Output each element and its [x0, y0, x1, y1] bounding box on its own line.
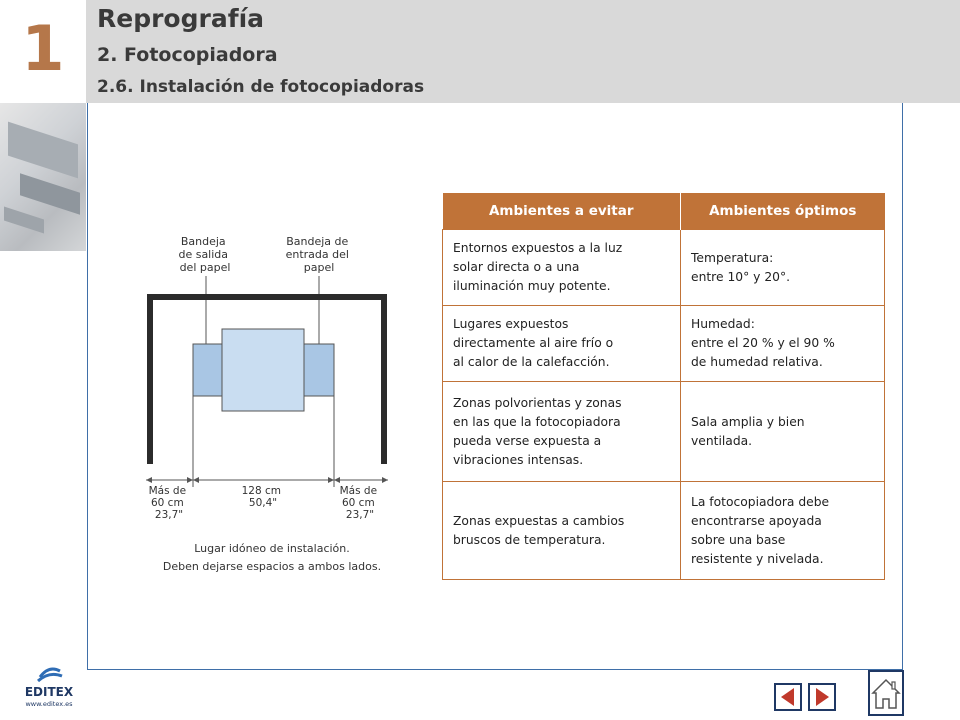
dimension-arrow — [187, 477, 193, 483]
table-cell-avoid: Lugares expuestos directamente al aire frío o al calor de la calefacción. — [443, 306, 681, 382]
column-header-optimal: Ambientes óptimos — [681, 193, 885, 230]
table-cell-avoid: Zonas expuestas a cambios bruscos de temperatura. — [443, 482, 681, 580]
input-tray — [304, 344, 334, 396]
chapter-box — [0, 0, 86, 103]
caption-line: Deben dejarse espacios a ambos lados. — [162, 560, 382, 573]
table-cell-avoid: Entornos expuestos a la luz solar directa o a una iluminación muy potente. — [443, 230, 681, 306]
dimension-arrow — [382, 477, 388, 483]
diagram-caption — [124, 540, 420, 576]
editex-logo — [14, 663, 84, 709]
page-subtitle: 2. Fotocopiadora — [97, 44, 278, 66]
installation-diagram — [138, 232, 398, 532]
dimension-arrow — [328, 477, 334, 483]
right-clearance-label: Más de 60 cm 23,7" — [339, 485, 378, 521]
table-row — [443, 482, 885, 580]
logo-url: www.editex.es — [25, 700, 73, 708]
table-cell-avoid: Zonas polvorientas y zonas en las que la fotocopiadora pueda verse expuesta a vibraciones intensas. — [443, 382, 681, 482]
table-cell-optimal: Sala amplia y bien ventilada. — [681, 382, 885, 482]
section-title: 2.6. Instalación de fotocopiadoras — [97, 77, 425, 97]
dimension-arrow — [334, 477, 340, 483]
environments-table — [442, 193, 885, 580]
output-tray-label: Bandeja de salida del papel — [178, 235, 231, 274]
left-clearance-label: Más de 60 cm 23,7" — [148, 485, 187, 521]
house-icon — [870, 672, 902, 714]
table-cell-optimal: La fotocopiadora debe encontrarse apoyada sobre una base resistente y nivelada. — [681, 482, 885, 580]
photocopier-photo — [0, 103, 86, 251]
input-tray-label: Bandeja de entrada del papel — [285, 235, 349, 274]
table-cell-optimal: Humedad: entre el 20 % y el 90 % de humedad relativa. — [681, 306, 885, 382]
table-row — [443, 382, 885, 482]
triangle-right-icon — [810, 685, 834, 709]
previous-button[interactable] — [774, 683, 802, 711]
center-width-label: 128 cm 50,4" — [241, 485, 282, 509]
logo-text: EDITEX — [24, 685, 74, 699]
table-cell-optimal: Temperatura: entre 10° y 20°. — [681, 230, 885, 306]
dimension-arrow — [146, 477, 152, 483]
triangle-left-icon — [776, 685, 800, 709]
chapter-number: 1 — [21, 12, 65, 85]
home-button[interactable] — [868, 670, 904, 716]
photocopier-body — [222, 329, 304, 411]
dimension-arrow — [193, 477, 199, 483]
output-tray — [193, 344, 223, 396]
column-header-avoid: Ambientes a evitar — [443, 193, 681, 230]
next-button[interactable] — [808, 683, 836, 711]
table-row — [443, 306, 885, 382]
page-title: Reprografía — [97, 4, 265, 33]
caption-line: Lugar idóneo de instalación. — [194, 542, 350, 555]
table-row — [443, 230, 885, 306]
